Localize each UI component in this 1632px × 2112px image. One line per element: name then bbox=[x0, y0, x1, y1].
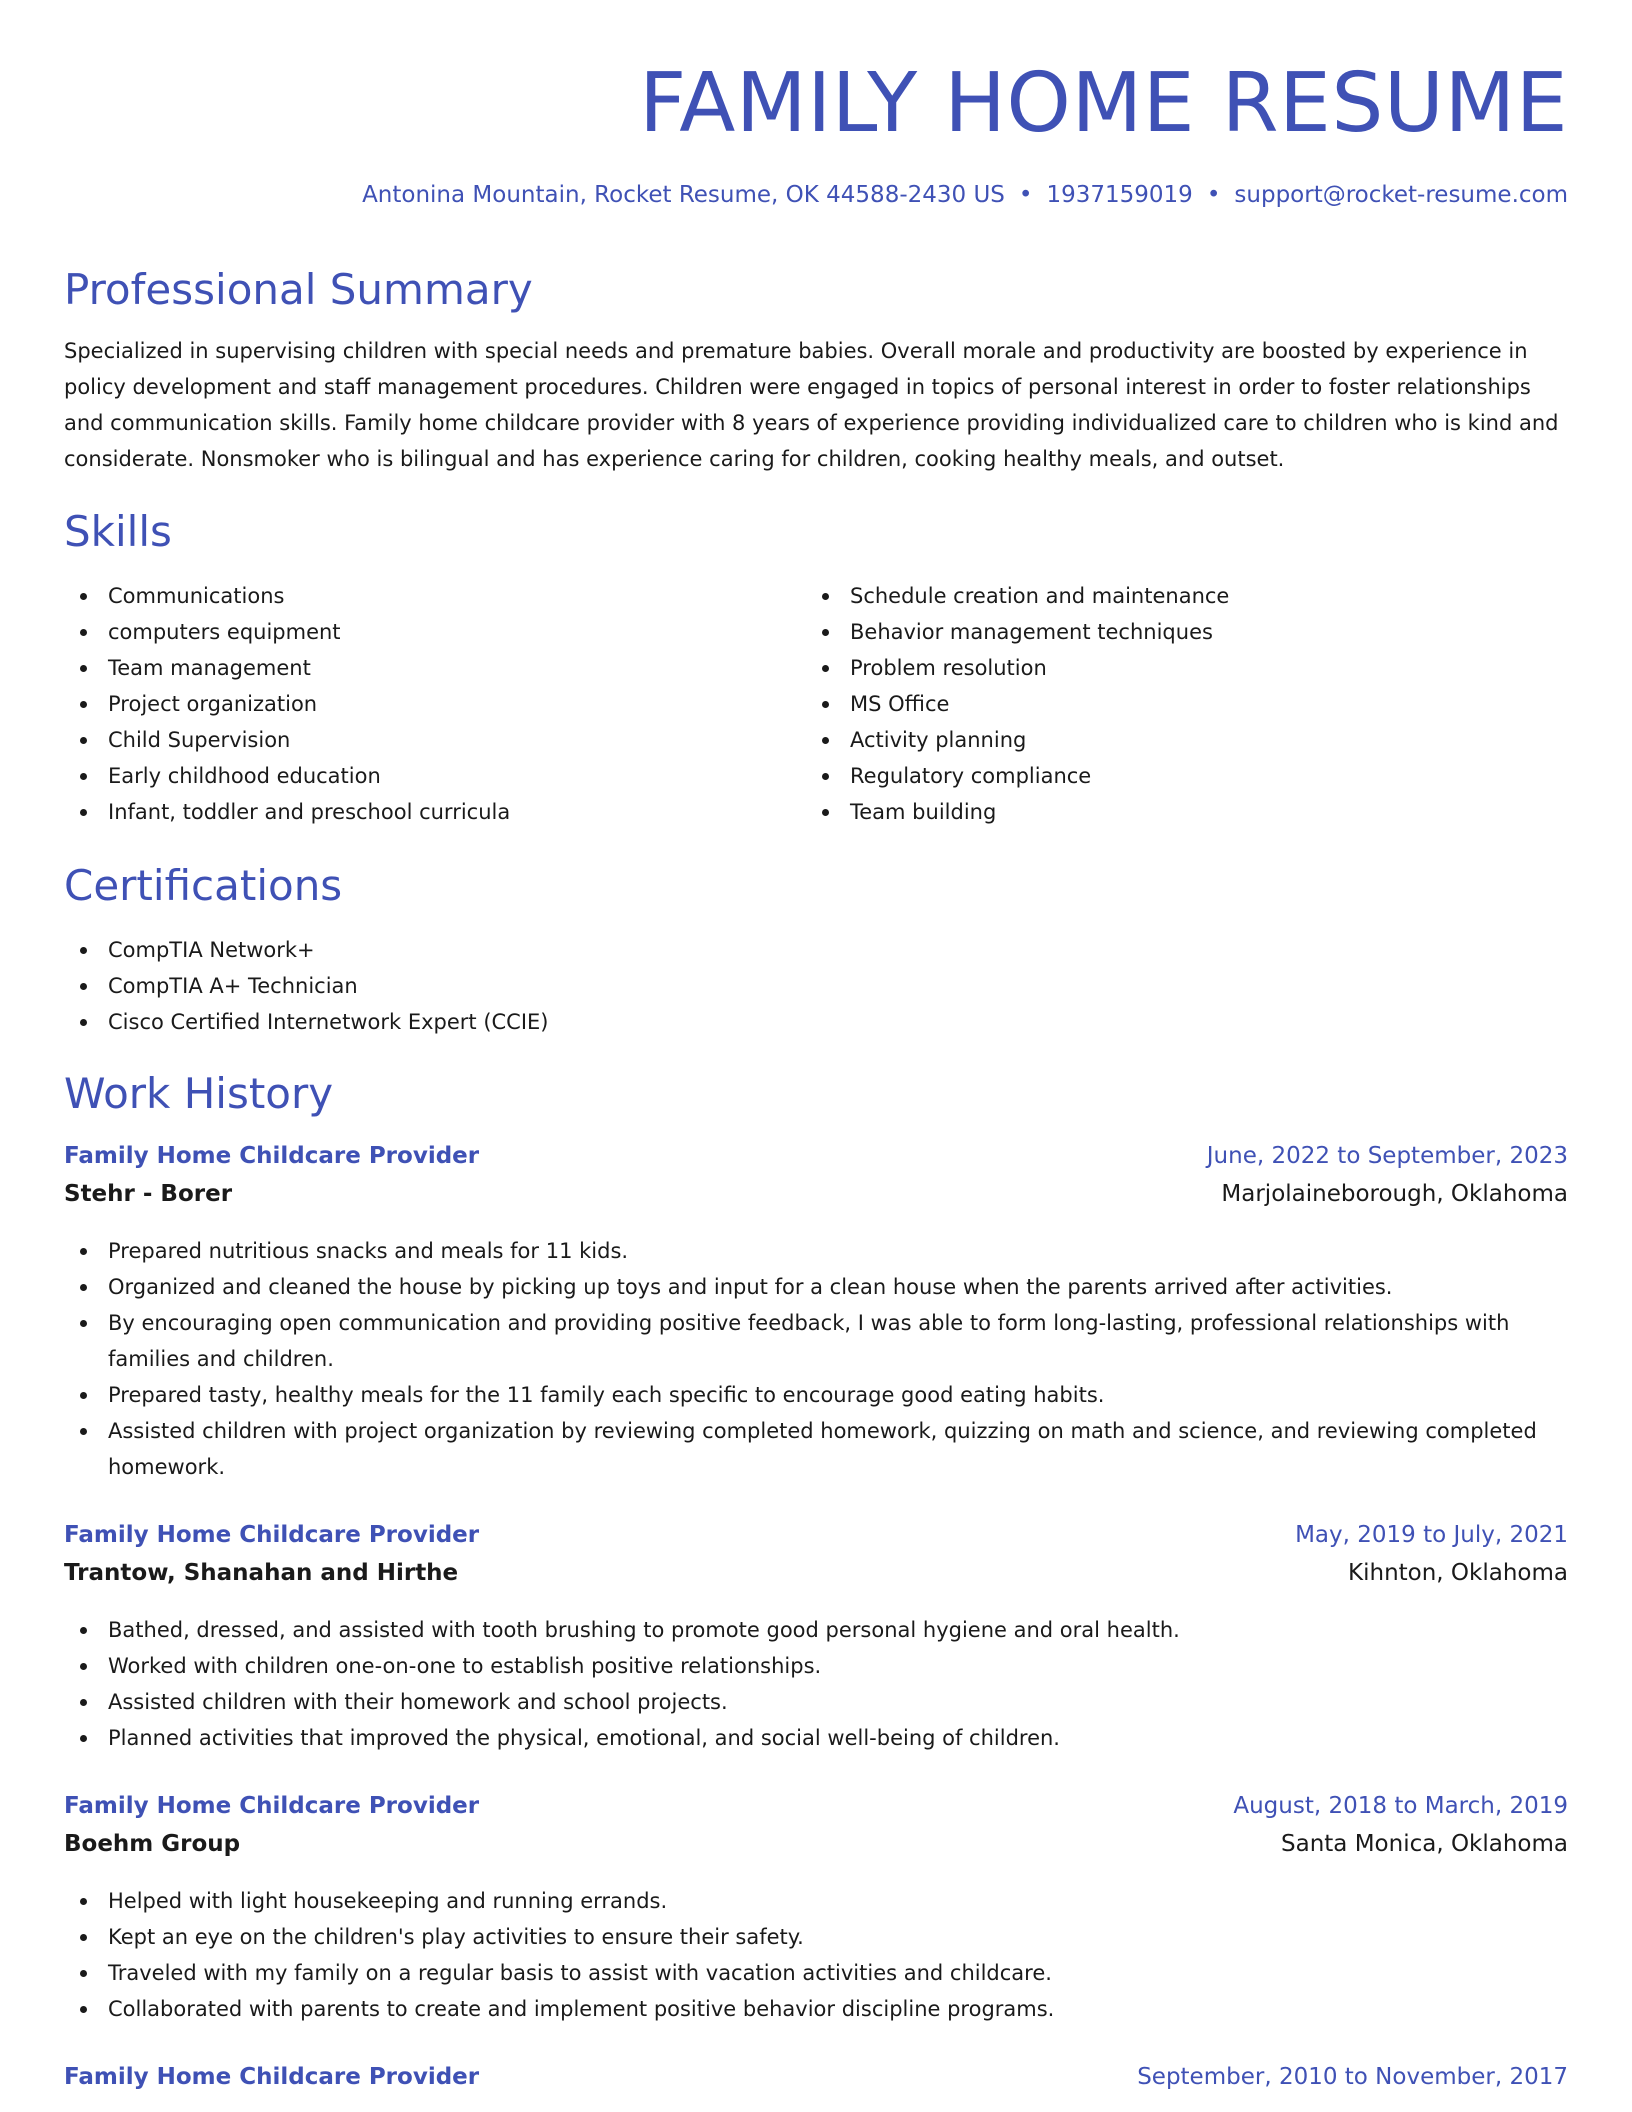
skills-heading: Skills bbox=[64, 507, 172, 556]
contact-address: Antonina Mountain, Rocket Resume, OK 44588-2430 US bbox=[362, 182, 1005, 208]
job-entry bbox=[64, 1793, 1568, 2027]
job-bullet: Bathed, dressed, and assisted with tooth brushing to promote good personal hygiene and oral health. bbox=[64, 1612, 1568, 1648]
skill-item: Problem resolution bbox=[806, 650, 1546, 686]
job-company: Trantow, Shanahan and Hirthe bbox=[64, 1560, 459, 1586]
job-bullet: Worked with children one-on-one to establish positive relationships. bbox=[64, 1648, 1568, 1684]
job-bullet: Helped with light housekeeping and running errands. bbox=[64, 1883, 1568, 1919]
certifications-list bbox=[64, 932, 1568, 1040]
contact-line bbox=[362, 182, 1568, 208]
certification-item: Cisco Certified Internetwork Expert (CCIE) bbox=[64, 1004, 1568, 1040]
job-bullet: By encouraging open communication and providing positive feedback, I was able to form long-lasting, professional relationships with families and children. bbox=[64, 1305, 1568, 1377]
job-bullets bbox=[64, 1883, 1568, 2027]
job-subheader bbox=[64, 1181, 1568, 1219]
job-location: Marjolaineborough, Oklahoma bbox=[1221, 1181, 1568, 1207]
job-header bbox=[64, 1522, 1568, 1560]
skill-item: Activity planning bbox=[806, 722, 1546, 758]
job-bullets bbox=[64, 1612, 1568, 1756]
certification-item: CompTIA Network+ bbox=[64, 932, 1568, 968]
job-subheader bbox=[64, 1831, 1568, 1869]
job-title: Family Home Childcare Provider bbox=[64, 1793, 480, 1819]
job-company: Stehr - Borer bbox=[64, 1181, 233, 1207]
summary-heading: Professional Summary bbox=[64, 265, 533, 314]
job-subheader bbox=[64, 1560, 1568, 1598]
skill-item: Child Supervision bbox=[64, 722, 804, 758]
skill-item: MS Office bbox=[806, 686, 1546, 722]
job-bullet: Traveled with my family on a regular basis to assist with vacation activities and childcare. bbox=[64, 1955, 1568, 1991]
job-company: Boehm Group bbox=[64, 1831, 241, 1857]
job-bullet: Assisted children with their homework and school projects. bbox=[64, 1684, 1568, 1720]
job-bullet: Kept an eye on the children's play activities to ensure their safety. bbox=[64, 1919, 1568, 1955]
job-bullet: Prepared nutritious snacks and meals for 11 kids. bbox=[64, 1233, 1568, 1269]
skill-item: Team management bbox=[64, 650, 804, 686]
job-entry bbox=[64, 2064, 1568, 2102]
skills-list-right bbox=[806, 578, 1546, 830]
skill-item: computers equipment bbox=[64, 614, 804, 650]
job-bullet: Organized and cleaned the house by picking up toys and input for a clean house when the parents arrived after activities. bbox=[64, 1269, 1568, 1305]
contact-separator: • bbox=[1018, 182, 1033, 208]
resume-title: FAMILY HOME RESUME bbox=[639, 56, 1568, 151]
job-bullets bbox=[64, 1233, 1568, 1485]
skill-item: Project organization bbox=[64, 686, 804, 722]
skill-item: Communications bbox=[64, 578, 804, 614]
skill-item: Behavior management techniques bbox=[806, 614, 1546, 650]
job-header bbox=[64, 2064, 1568, 2102]
job-entry bbox=[64, 1522, 1568, 1756]
contact-email: support@rocket-resume.com bbox=[1234, 182, 1568, 208]
summary-text: Specialized in supervising children with special needs and premature babies. Overall morale and productivity are boosted by experience in policy development and staff management procedures. Children were engaged in topics of personal interest in order to foster relationships and communication skills. Family home childcare provider with 8 years of experience providing individualized care to children who is kind and considerate. Nonsmoker who is bilingual and has experience caring for children, cooking healthy meals, and outset. bbox=[64, 339, 1559, 471]
job-dates: June, 2022 to September, 2023 bbox=[1206, 1143, 1568, 1169]
skill-item: Team building bbox=[806, 794, 1546, 830]
work-history-heading: Work History bbox=[64, 1069, 334, 1118]
job-bullet: Assisted children with project organization by reviewing completed homework, quizzing on math and science, and reviewing completed homework. bbox=[64, 1413, 1568, 1485]
job-title: Family Home Childcare Provider bbox=[64, 2064, 480, 2090]
job-header bbox=[64, 1793, 1568, 1831]
skill-item: Infant, toddler and preschool curricula bbox=[64, 794, 804, 830]
job-entry bbox=[64, 1143, 1568, 1485]
skill-item: Early childhood education bbox=[64, 758, 804, 794]
contact-separator: • bbox=[1206, 182, 1221, 208]
job-title: Family Home Childcare Provider bbox=[64, 1522, 480, 1548]
job-location: Santa Monica, Oklahoma bbox=[1281, 1831, 1568, 1857]
job-title: Family Home Childcare Provider bbox=[64, 1143, 480, 1169]
contact-phone: 1937159019 bbox=[1046, 182, 1193, 208]
job-dates: September, 2010 to November, 2017 bbox=[1137, 2064, 1568, 2090]
skill-item: Schedule creation and maintenance bbox=[806, 578, 1546, 614]
job-bullet: Planned activities that improved the physical, emotional, and social well-being of children. bbox=[64, 1720, 1568, 1756]
job-dates: August, 2018 to March, 2019 bbox=[1233, 1793, 1568, 1819]
certifications-heading: Certifications bbox=[64, 861, 343, 910]
job-dates: May, 2019 to July, 2021 bbox=[1295, 1522, 1568, 1548]
certification-item: CompTIA A+ Technician bbox=[64, 968, 1568, 1004]
skill-item: Regulatory compliance bbox=[806, 758, 1546, 794]
job-bullet: Collaborated with parents to create and implement positive behavior discipline programs. bbox=[64, 1991, 1568, 2027]
skills-list-left bbox=[64, 578, 804, 830]
job-header bbox=[64, 1143, 1568, 1181]
job-location: Kihnton, Oklahoma bbox=[1348, 1560, 1568, 1586]
job-bullet: Prepared tasty, healthy meals for the 11 family each specific to encourage good eating habits. bbox=[64, 1377, 1568, 1413]
